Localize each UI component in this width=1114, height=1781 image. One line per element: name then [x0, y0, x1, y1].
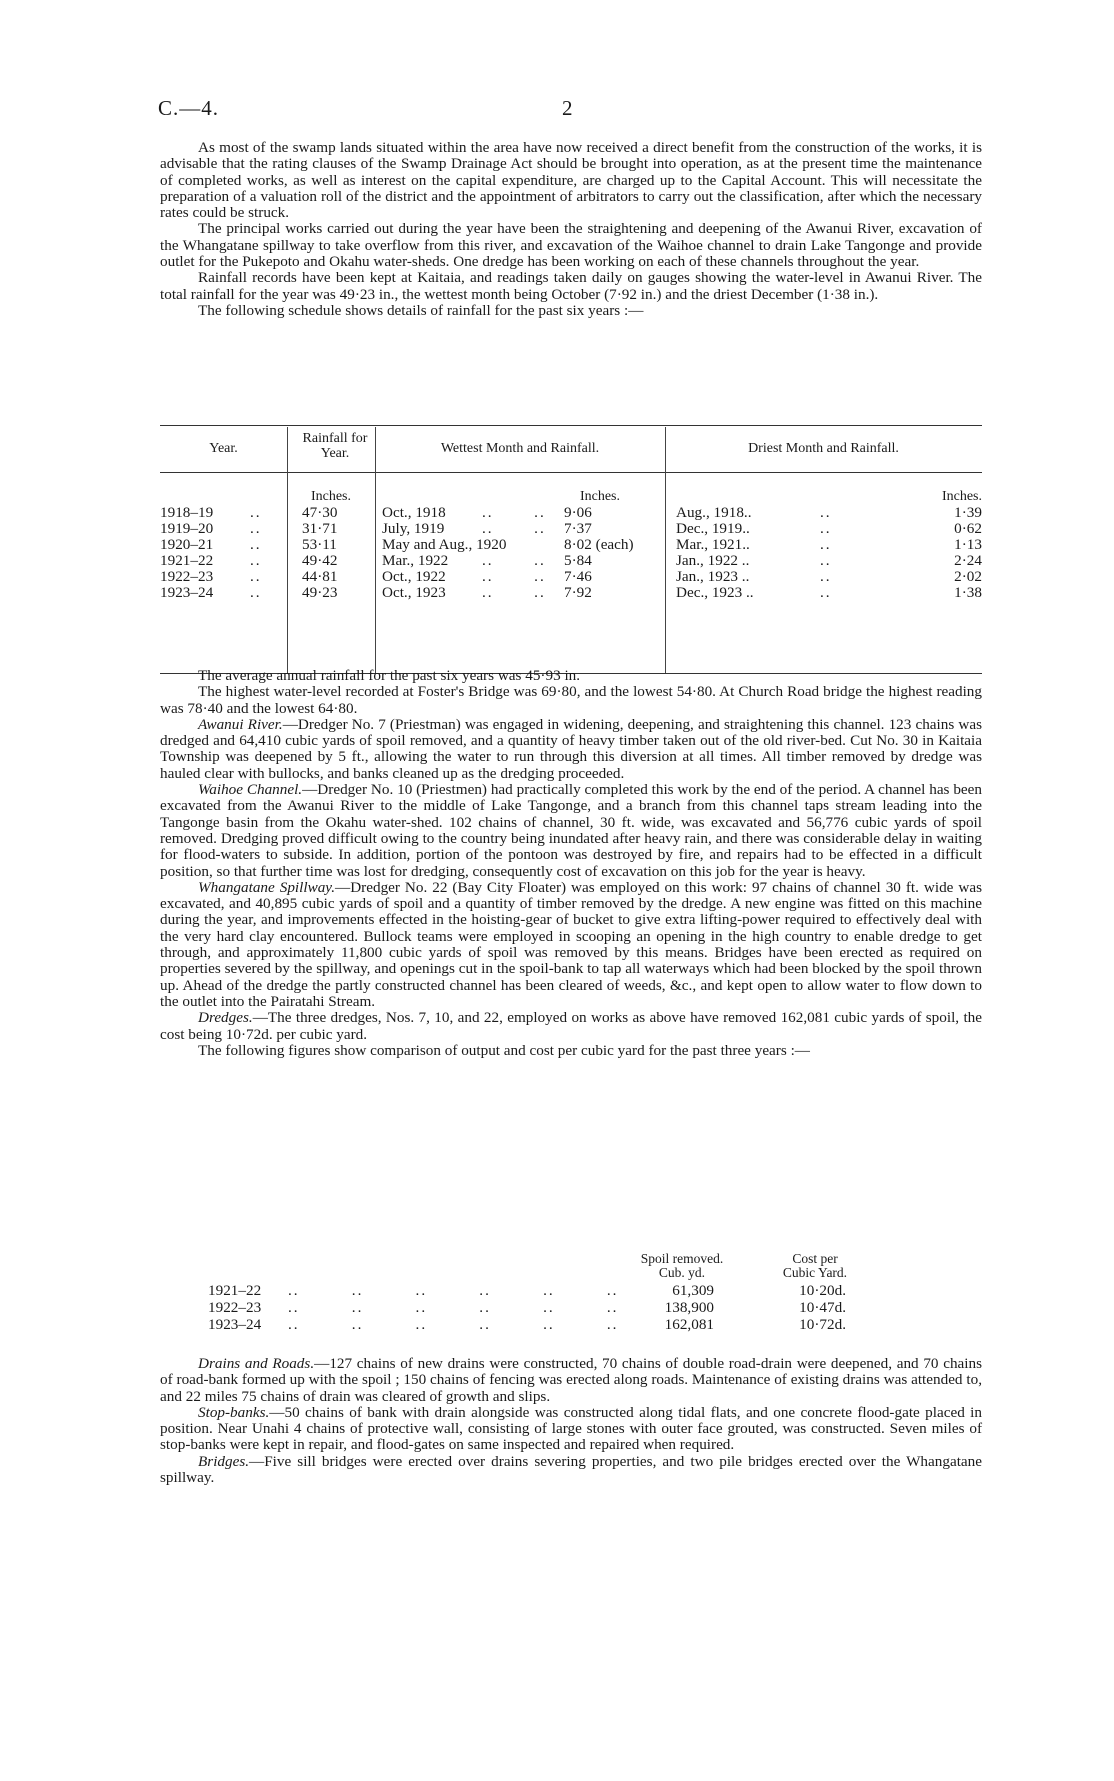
leader-dots: .. .. .. .. .. ..	[288, 1282, 619, 1299]
leader-dots: ..	[820, 520, 832, 537]
cell-wet-month: May and Aug., 1920	[382, 536, 507, 553]
paragraph-bridges	[160, 1454, 982, 1487]
cell-year: 1923–24	[160, 584, 214, 601]
cell-rainfall: 44·81	[302, 568, 338, 585]
cell-wet-inches: 9·06	[564, 504, 592, 521]
leader-dots: ..	[250, 584, 262, 601]
cell-dry-inches: 1·39	[954, 504, 982, 521]
cell-cost: 10·20d.	[799, 1282, 846, 1299]
cell-year: 1923–24	[208, 1316, 262, 1333]
cell-year: 1918–19	[160, 504, 214, 521]
paragraph-whangatane	[160, 880, 982, 1010]
heading-stop-banks: Stop-banks.	[198, 1403, 270, 1421]
paragraph-dredges	[160, 1010, 982, 1043]
leader-dots: ..	[250, 504, 262, 521]
heading-waihoe: Waihoe Channel.	[198, 781, 303, 799]
leader-dots: ..	[820, 584, 832, 601]
cell-rainfall: 47·30	[302, 504, 338, 521]
cell-rainfall: 49·23	[302, 584, 338, 601]
leader-dots: ..	[820, 552, 832, 569]
leader-dots: ..	[250, 536, 262, 553]
cell-wet-month: Oct., 1918	[382, 504, 446, 521]
cell-dry-inches: 2·24	[954, 552, 982, 569]
paragraph-awanui	[160, 717, 982, 782]
body-drains: —127 chains of new drains were constructed, 70 chains of double road-drain were deepened, and 70 chains of road-bank formed up with the spoil ; 150 chains of fencing was erected along roads. Maintenance of existing drains was attended to, and 22 miles 75 chains of drain was cleared of growth and slips.	[160, 1355, 982, 1405]
leader-dots: ..	[250, 552, 262, 569]
leader-dots: ..	[250, 568, 262, 585]
body-dredges: —The three dredges, Nos. 7, 10, and 22, employed on works as above have removed 162,081 cubic yards of spoil, the cost being 10·72d. per cubic yard.	[160, 1009, 982, 1043]
paragraph-principal-works: The principal works carried out during the year have been the straightening and deepening of the Awanui River, excavation of the Whangatane spillway to take overflow from this river, and excavation of the Waihoe channel to drain Lake Tangonge and provide outlet for the Pukepoto and Okahu water-sheds. One dredge has been working on each of these channels throughout the year.	[160, 220, 982, 271]
leader-dots: ..	[820, 568, 832, 585]
header-cost-unit: Cubic Yard.	[782, 1265, 848, 1280]
header-spoil-unit: Cub. yd.	[658, 1265, 706, 1280]
cell-rainfall: 53·11	[302, 536, 337, 553]
cell-dry-inches: 2·02	[954, 568, 982, 585]
body-stop-banks: —50 chains of bank with drain alongside was constructed along tidal flats, and one concrete flood-gate placed in position. Near Unahi 4 chains of protective wall, consisting of large stones with outer face grouted, was constructed. Seven miles of stop-banks were kept in repair, and flood-gates on same inspected and repaired when required.	[160, 1403, 982, 1454]
paragraph-water-level: The highest water-level recorded at Foster's Bridge was 69·80, and the lowest 54·80. At Church Road bridge the highest reading was 78·40 and the lowest 64·80.	[160, 683, 982, 717]
paragraph-schedule-intro: The following schedule shows details of rainfall for the past six years :—	[198, 301, 644, 319]
cell-year: 1922–23	[160, 568, 214, 585]
body-whangatane: —Dredger No. 22 (Bay City Floater) was employed on this work: 97 chains of channel 30 ft. wide was excavated, and 40,895 cubic yards of spoil and a quantity of timber removed by the dredge. A new engine was fitted on this machine during the year, and improvements effected in the hoisting-gear of bucket to give extra lifting-power required to effectively deal with the very hard clay encountered. Bullock teams were employed in scooping an opening in the high country to enable dredge to get through, and approximately 11,800 cubic yards of spoil was removed by this means. Bridges have been erected as required on properties severed by the spillway, and openings cut in the spoil-bank to tap all waterways which had been blocked by the spoil thrown up. Ahead of the dredge the partly constructed channel has been cleared of weeds, &c., and kept open to allow water to flow down to the outlet into the Pairatahi Stream.	[160, 878, 982, 1010]
cell-dry-month: Mar., 1921..	[676, 536, 750, 553]
column-divider	[665, 427, 666, 673]
cell-year: 1921–22	[208, 1282, 262, 1299]
unit-wettest: Inches.	[579, 489, 621, 504]
column-divider	[375, 427, 376, 673]
paragraph-rating: As most of the swamp lands situated within the area have now received a direct benefit from the construction of the works, it is advisable that the rating clauses of the Swamp Drainage Act should be brought into operation, as at the present time the maintenance of completed works, as well as interest on the capital expenditure, are charged up to the Capital Account. This will necessitate the preparation of a valuation roll of the district and the appointment of arbitrators to carry out the classification, after which the necessary rates could be struck.	[160, 139, 982, 222]
cell-dry-month: Jan., 1923 ..	[676, 568, 750, 585]
leader-dots: .. ..	[482, 520, 546, 537]
paragraph-average: The average annual rainfall for the past six years was 45·93 in.	[198, 667, 581, 684]
heading-bridges: Bridges.	[198, 1452, 250, 1470]
cell-wet-month: Oct., 1922	[382, 568, 446, 585]
cell-wet-inches: 7·37	[564, 520, 592, 537]
body-awanui: —Dredger No. 7 (Priestman) was engaged in widening, deepening, and straightening this channel. 123 chains was dredged and 64,410 cubic yards of spoil removed, and a quantity of heavy timber taken out of the old river-bed. Cut No. 30 in Kaitaia Township was deepened by 5 ft., allowing the water to run through this diversion at all times. All timber removed by dredge was hauled clear with bullocks, and banks cleaned up as the dredging proceeded.	[160, 715, 982, 782]
leader-dots: .. ..	[482, 504, 546, 521]
cell-dry-month: Dec., 1923 ..	[676, 584, 754, 601]
cell-wet-month: July, 1919	[382, 520, 445, 537]
leader-dots: .. ..	[482, 584, 546, 601]
body-bridges: —Five sill bridges were erected over drains severing properties, and two pile bridges erected over the Whangatane spillway.	[160, 1452, 982, 1487]
header-wettest: Wettest Month and Rainfall.	[440, 441, 600, 456]
cell-wet-inches: 7·46	[564, 568, 592, 585]
cell-year: 1921–22	[160, 552, 214, 569]
leader-dots: ..	[820, 504, 832, 521]
cell-dry-inches: 1·13	[954, 536, 982, 553]
cell-year: 1920–21	[160, 536, 214, 553]
header-rainfall: Rainfall for Year.	[302, 431, 368, 461]
cell-dry-inches: 1·38	[954, 584, 982, 601]
rainfall-table	[160, 425, 982, 674]
maintenance-text	[160, 1356, 982, 1486]
table-top-rule	[160, 425, 982, 426]
cell-rainfall: 49·42	[302, 552, 338, 569]
heading-dredges: Dredges.	[198, 1009, 253, 1027]
heading-whangatane: Whangatane Spillway.	[198, 878, 336, 896]
cell-dry-inches: 0·62	[954, 520, 982, 537]
cell-year: 1922–23	[208, 1299, 262, 1316]
cell-dry-month: Dec., 1919..	[676, 520, 750, 537]
cell-wet-inches: 5·84	[564, 552, 592, 569]
cell-wet-month: Mar., 1922	[382, 552, 449, 569]
leader-dots: .. .. .. .. .. ..	[288, 1316, 619, 1333]
heading-awanui: Awanui River.	[198, 715, 283, 733]
paragraph-comparison-intro: The following figures show comparison of output and cost per cubic yard for the past three years :—	[198, 1041, 810, 1059]
unit-driest: Inches.	[941, 489, 982, 504]
leader-dots: ..	[820, 536, 832, 553]
page-number: 2	[562, 96, 573, 120]
cell-spoil: 162,081	[664, 1316, 714, 1333]
cell-cost: 10·72d.	[799, 1316, 846, 1333]
header-driest: Driest Month and Rainfall.	[748, 441, 899, 456]
heading-drains: Drains and Roads.	[198, 1355, 315, 1372]
column-divider	[287, 427, 288, 673]
cell-wet-inches: 8·02 (each)	[564, 536, 634, 553]
works-text	[160, 668, 982, 1059]
cell-spoil: 61,309	[672, 1282, 714, 1299]
cell-dry-month: Jan., 1922 ..	[676, 552, 750, 569]
header-cost: Cost per	[792, 1251, 838, 1266]
cell-wet-month: Oct., 1923	[382, 584, 446, 601]
intro-text	[160, 140, 982, 319]
cell-year: 1919–20	[160, 520, 214, 537]
paragraph-stop-banks	[160, 1405, 982, 1454]
leader-dots: ..	[250, 520, 262, 537]
leader-dots: .. .. .. .. .. ..	[288, 1299, 619, 1316]
paragraph-waihoe	[160, 782, 982, 880]
paragraph-drains	[160, 1356, 982, 1405]
header-year: Year.	[209, 441, 238, 456]
cell-wet-inches: 7·92	[564, 584, 592, 601]
comparison-table	[160, 1252, 982, 1342]
header-spoil: Spoil removed.	[640, 1251, 724, 1266]
cell-rainfall: 31·71	[302, 520, 338, 537]
leader-dots: .. ..	[482, 568, 546, 585]
document-reference: C.—4.	[158, 96, 220, 120]
cell-dry-month: Aug., 1918..	[676, 504, 752, 521]
paragraph-rainfall-records: Rainfall records have been kept at Kaitaia, and readings taken daily on gauges showing the water-level in Awanui River. The total rainfall for the year was 49·23 in., the wettest month being October (7·92 in.) and the driest December (1·38 in.).	[160, 269, 982, 303]
unit-rainfall: Inches.	[310, 489, 352, 504]
body-waihoe: —Dredger No. 10 (Priestmen) had practically completed this work by the end of the period. A channel has been excavated from the Awanui River to the middle of Lake Tangonge, and a branch from this channel taps stream leading into the Tangonge basin from the Okahu water-shed. 102 chains of channel, 30 ft. wide, was excavated and 56,776 cubic yards of spoil removed. Dredging proved difficult owing to the country being inundated after heavy rain, and there was considerable delay in waiting for flood-waters to subside. In addition, portion of the pontoon was destroyed by fire, and repairs had to be effected in a difficult position, so that further time was lost for dredging, consequently cost of excavation on this job for the year is heavy.	[160, 781, 982, 880]
cell-spoil: 138,900	[664, 1299, 714, 1316]
table-header-rule	[160, 472, 982, 473]
leader-dots: .. ..	[482, 552, 546, 569]
cell-cost: 10·47d.	[799, 1299, 846, 1316]
